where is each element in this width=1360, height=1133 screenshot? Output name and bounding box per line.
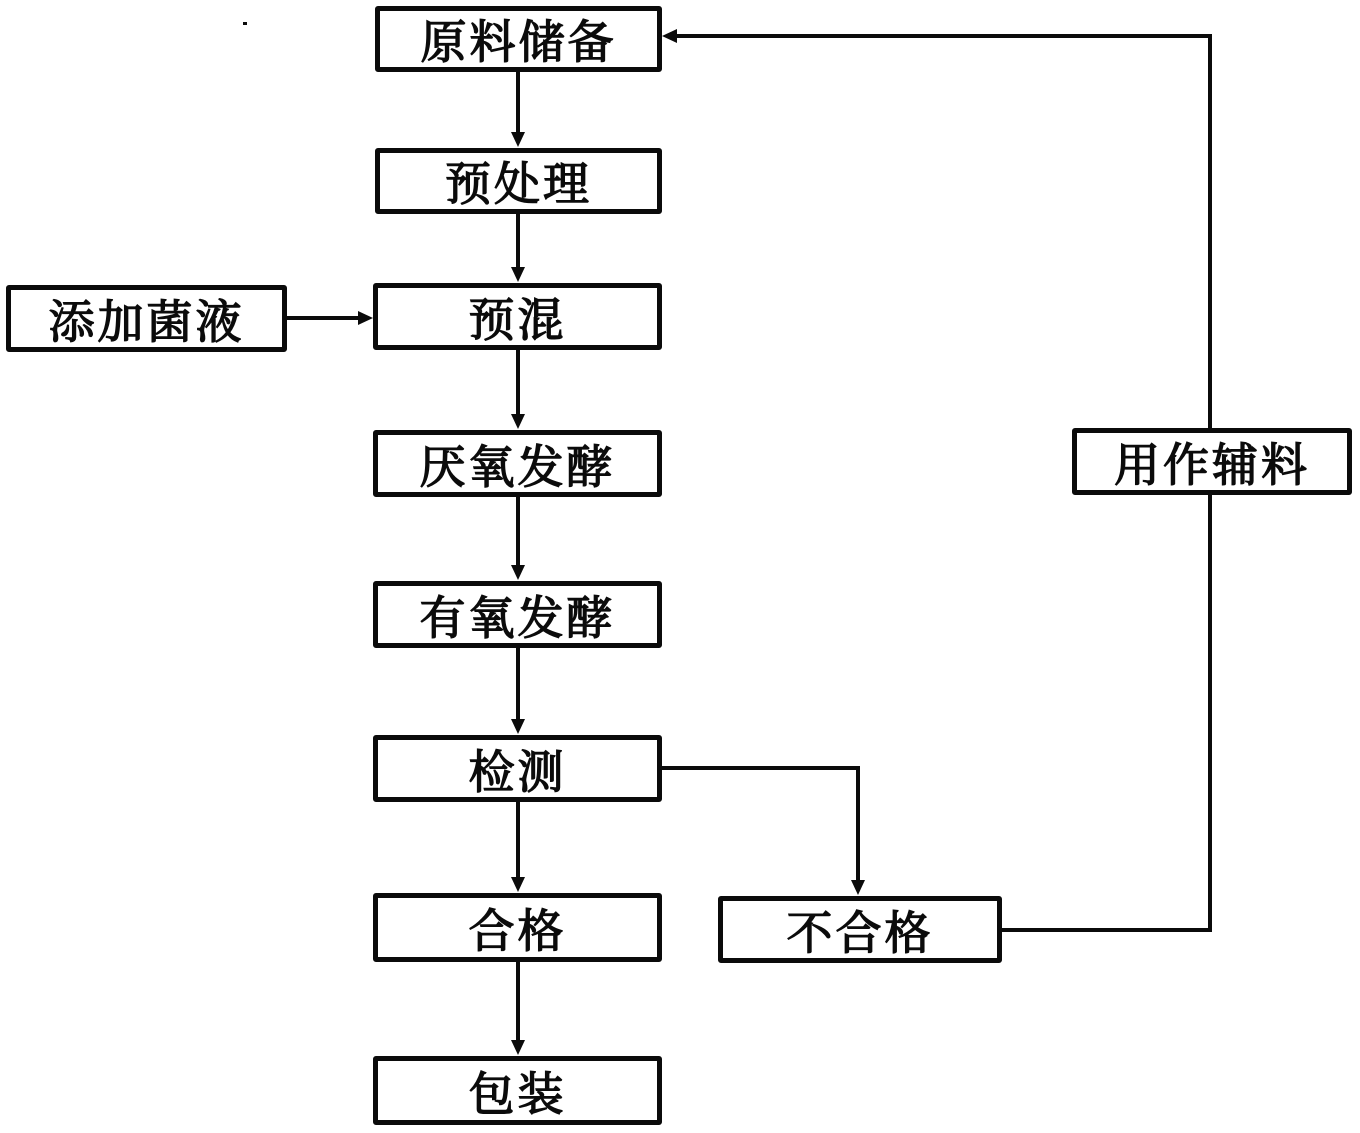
connector-unqualified-to-loop-horizontal: [1000, 928, 1212, 932]
node-pretreatment-label: 预处理: [445, 157, 592, 211]
node-aerobic-fermentation: [373, 581, 662, 648]
arrowhead-into-unqualified: [851, 880, 865, 895]
node-raw-material-storage-label: 原料储备: [420, 15, 617, 69]
arrowhead-into-raw-material: [662, 29, 677, 43]
node-testing: [373, 735, 662, 802]
connector-raw-material-to-pretreatment: [516, 70, 520, 136]
node-testing-label: 检测: [468, 744, 567, 799]
connector-loop-top-horizontal: [674, 34, 1212, 38]
connector-add-bacteria-to-premix: [285, 316, 363, 320]
connector-loop-vertical-above-auxiliary: [1208, 36, 1212, 428]
arrowhead-into-premix-from-bacteria: [358, 311, 373, 325]
node-packaging-label: 包装: [468, 1066, 567, 1121]
connector-premix-to-anaerobic: [516, 348, 520, 416]
node-qualified-label: 合格: [468, 903, 567, 958]
connector-anaerobic-to-aerobic: [516, 495, 520, 568]
connector-testing-to-qualified: [516, 800, 520, 880]
connector-loop-vertical-below-auxiliary: [1208, 495, 1212, 932]
node-used-as-auxiliary-material: [1072, 428, 1352, 495]
node-anaerobic-fermentation: [373, 430, 662, 497]
node-aerobic-fermentation-label: 有氧发酵: [419, 590, 616, 645]
node-packaging: [373, 1056, 662, 1125]
node-qualified: [373, 893, 662, 962]
arrowhead-into-aerobic: [511, 565, 525, 580]
node-add-bacteria-liquid-label: 添加菌液: [48, 294, 245, 349]
node-anaerobic-fermentation-label: 厌氧发酵: [419, 439, 616, 494]
node-premix-label: 预混: [468, 292, 567, 347]
node-pretreatment: [375, 148, 662, 214]
node-unqualified: [718, 896, 1002, 963]
connector-testing-to-unqualified-horizontal: [660, 766, 860, 770]
arrowhead-into-pretreatment: [511, 132, 525, 147]
node-used-as-auxiliary-material-label: 用作辅料: [1114, 437, 1310, 492]
node-add-bacteria-liquid: [6, 285, 287, 352]
arrowhead-into-packaging: [511, 1040, 525, 1055]
node-raw-material-storage: [375, 6, 662, 72]
node-premix: [373, 283, 662, 350]
arrowhead-into-qualified: [511, 877, 525, 892]
connector-qualified-to-packaging: [516, 960, 520, 1042]
connector-aerobic-to-testing: [516, 646, 520, 722]
node-unqualified-label: 不合格: [786, 905, 934, 960]
arrowhead-into-premix: [511, 267, 525, 282]
connector-testing-to-unqualified-vertical: [856, 766, 860, 882]
scan-speck: [243, 22, 247, 25]
connector-pretreatment-to-premix: [516, 212, 520, 272]
arrowhead-into-anaerobic: [511, 414, 525, 429]
arrowhead-into-testing: [511, 719, 525, 734]
